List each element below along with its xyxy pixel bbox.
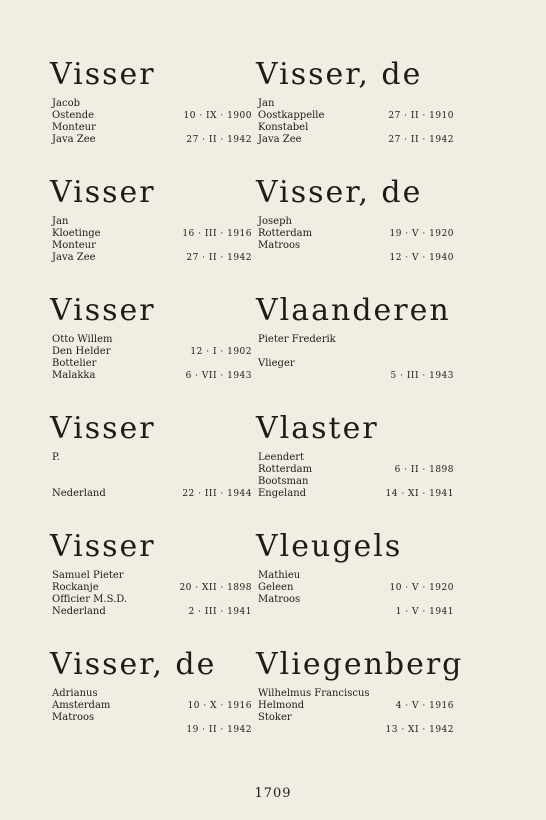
entry-line [258, 582, 454, 594]
entry-line [52, 252, 252, 264]
memorial-entry [52, 294, 252, 412]
entry-line [52, 110, 252, 122]
entry-line [52, 358, 252, 370]
entry-line [52, 464, 252, 476]
entry-detail: Bootsman [258, 476, 309, 487]
entry-detail: Wilhelmus Franciscus [258, 688, 370, 699]
entry-date: 10 · IX · 1900 [183, 111, 252, 121]
entry-detail: Joseph [258, 216, 292, 227]
entry-line [52, 122, 252, 134]
surname-heading: Visser, de [256, 175, 423, 210]
entry-detail: Java Zee [52, 134, 96, 145]
entry-date: 10 · X · 1916 [187, 701, 252, 711]
memorial-entry [52, 530, 252, 648]
entry-line [258, 122, 454, 134]
entry-line [52, 594, 252, 606]
surname-heading: Vlaanderen [256, 293, 451, 328]
entry-detail: Konstabel [258, 122, 309, 133]
entry-line [258, 216, 454, 228]
surname-heading: Vleugels [256, 529, 403, 564]
entry-date: 20 · XII · 1898 [179, 583, 252, 593]
entry-detail: Adrianus [52, 688, 98, 699]
memorial-entry [258, 412, 454, 530]
entry-detail: Matroos [258, 594, 301, 605]
entry-detail: Engeland [258, 488, 307, 499]
surname-heading: Vlaster [256, 411, 379, 446]
entry-detail: Matroos [258, 240, 301, 251]
entry-line [258, 594, 454, 606]
entry-line [52, 582, 252, 594]
left-column [52, 58, 252, 766]
entry-line [258, 570, 454, 582]
entry-date: 6 · II · 1898 [394, 465, 454, 475]
entry-detail: Malakka [52, 370, 96, 381]
entry-line [258, 252, 454, 264]
entry-line [258, 688, 454, 700]
entry-date: 1 · V · 1941 [395, 607, 454, 617]
entry-line [258, 606, 454, 618]
entry-line [258, 464, 454, 476]
entry-detail: Vlieger [258, 358, 295, 369]
entry-line [52, 98, 252, 110]
entry-detail: Jan [52, 216, 69, 227]
entry-detail: Java Zee [258, 134, 302, 145]
entry-line [258, 334, 454, 346]
entry-line [258, 452, 454, 464]
entry-detail: Java Zee [52, 252, 96, 263]
entry-line [258, 700, 454, 712]
entry-detail: P. [52, 452, 60, 463]
surname-heading: Visser [50, 529, 156, 564]
entry-detail: Kloetinge [52, 228, 101, 239]
entry-date: 22 · III · 1944 [182, 489, 252, 499]
entry-date: 16 · III · 1916 [182, 229, 252, 239]
entry-line [52, 216, 252, 228]
entry-line [258, 712, 454, 724]
entry-date: 12 · V · 1940 [389, 253, 454, 263]
memorial-entry [52, 176, 252, 294]
entry-line [52, 700, 252, 712]
entry-date: 14 · XI · 1941 [385, 489, 454, 499]
memorial-entry [258, 176, 454, 294]
page-number: 1709 [254, 786, 292, 801]
entry-date: 10 · V · 1920 [389, 583, 454, 593]
entry-date: 27 · II · 1942 [388, 135, 454, 145]
surname-heading: Visser, de [50, 647, 217, 682]
entry-line [52, 134, 252, 146]
surname-heading: Visser [50, 293, 156, 328]
entry-line [52, 488, 252, 500]
entry-date: 5 · III · 1943 [390, 371, 454, 381]
entry-detail: Officier M.S.D. [52, 594, 128, 605]
entry-line [258, 98, 454, 110]
memorial-entry [52, 648, 252, 766]
entry-date: 2 · III · 1941 [188, 607, 252, 617]
memorial-entry [258, 530, 454, 648]
memorial-entry [52, 412, 252, 530]
entry-date: 19 · II · 1942 [186, 725, 252, 735]
entry-detail: Jacob [52, 98, 80, 109]
entry-line [52, 606, 252, 618]
entry-detail: Stoker [258, 712, 292, 723]
entry-line [52, 228, 252, 240]
memorial-entry [258, 58, 454, 176]
entry-line [258, 110, 454, 122]
entry-detail: Pieter Frederik [258, 334, 336, 345]
entry-detail: Rotterdam [258, 464, 313, 475]
entry-line [258, 240, 454, 252]
memorial-entry [256, 647, 464, 766]
entry-line [258, 370, 454, 382]
entry-detail: Bottelier [52, 358, 97, 369]
surname-heading: Visser [50, 175, 156, 210]
entry-detail: Oostkappelle [258, 110, 325, 121]
entry-line [52, 724, 252, 736]
entry-line [258, 724, 454, 736]
entry-line [52, 334, 252, 346]
right-column [256, 57, 464, 766]
memorial-entry [258, 294, 454, 412]
entry-detail: Rotterdam [258, 228, 313, 239]
entry-line [258, 476, 454, 488]
entry-detail: Monteur [52, 240, 96, 251]
entry-line [52, 688, 252, 700]
entry-detail: Nederland [52, 488, 106, 499]
surname-heading: Vliegenberg [256, 647, 464, 682]
entry-line [258, 346, 454, 358]
entry-detail: Rockanje [52, 582, 99, 593]
entry-detail: Otto Willem [52, 334, 113, 345]
surname-heading: Visser [50, 411, 156, 446]
entry-detail: Leendert [258, 452, 305, 463]
entry-line [258, 358, 454, 370]
entry-date: 6 · VII · 1943 [185, 371, 252, 381]
entry-detail: Nederland [52, 606, 106, 617]
memorial-entry [52, 58, 252, 176]
surname-heading: Visser [50, 57, 156, 92]
entry-line [52, 452, 252, 464]
entry-line [258, 134, 454, 146]
entry-detail: Geleen [258, 582, 294, 593]
entry-detail: Jan [258, 98, 275, 109]
entry-line [52, 712, 252, 724]
entry-detail: Ostende [52, 110, 95, 121]
surname-heading: Visser, de [256, 57, 423, 92]
entry-detail: Mathieu [258, 570, 301, 581]
entry-date: 4 · V · 1916 [395, 701, 454, 711]
entry-detail: Helmond [258, 700, 305, 711]
entry-line [52, 570, 252, 582]
entry-date: 13 · XI · 1942 [385, 725, 454, 735]
entry-date: 19 · V · 1920 [389, 229, 454, 239]
entry-detail: Monteur [52, 122, 96, 133]
entry-date: 27 · II · 1942 [186, 253, 252, 263]
entry-date: 27 · II · 1942 [186, 135, 252, 145]
entry-line [258, 228, 454, 240]
entry-detail: Amsterdam [52, 700, 111, 711]
entry-detail: Matroos [52, 712, 95, 723]
entry-line [52, 370, 252, 382]
entry-date: 12 · I · 1902 [190, 347, 252, 357]
entry-line [52, 346, 252, 358]
entry-detail: Den Helder [52, 346, 111, 357]
entry-line [52, 476, 252, 488]
entry-date: 27 · II · 1910 [388, 111, 454, 121]
entry-line [52, 240, 252, 252]
entry-detail: Samuel Pieter [52, 570, 124, 581]
entry-line [258, 488, 454, 500]
